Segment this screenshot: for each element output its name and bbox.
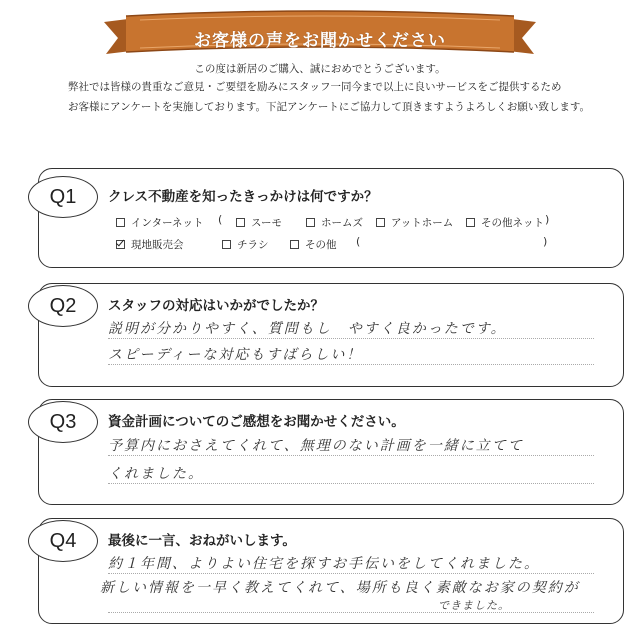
option-label: 現地販売会 bbox=[131, 239, 184, 251]
option-other-net[interactable] bbox=[466, 215, 544, 230]
question-text-q1: クレス不動産を知ったきっかけは何ですか？ bbox=[108, 189, 378, 205]
answer-q3-line2: くれました。 bbox=[108, 466, 204, 482]
option-label: インターネット bbox=[131, 217, 204, 229]
answer-line-divider bbox=[108, 612, 594, 613]
open-paren: ( bbox=[356, 235, 361, 248]
question-text-q2: スタッフの対応はいかがでしたか？ bbox=[108, 298, 324, 314]
checkbox-icon[interactable] bbox=[376, 218, 385, 227]
answer-line-divider bbox=[108, 455, 594, 456]
question-number-q1: Q1 bbox=[28, 176, 98, 218]
question-text-q4: 最後に一言、おねがいします。 bbox=[108, 533, 296, 549]
checkbox-checked-icon[interactable] bbox=[116, 240, 125, 249]
checkbox-icon[interactable] bbox=[306, 218, 315, 227]
answer-q3-line1: 予算内におさえてくれて、無理のない計画を一緒に立てて bbox=[108, 438, 524, 454]
option-flyer[interactable] bbox=[222, 237, 269, 252]
answer-q4-line2: 新しい情報を一早く教えてくれて、場所も良く素敵なお家の契約が bbox=[100, 580, 580, 596]
page-title: お客様の声をお聞かせください bbox=[194, 31, 446, 51]
answer-line-divider bbox=[108, 483, 594, 484]
option-suumo[interactable] bbox=[236, 215, 282, 230]
open-paren: ( bbox=[218, 213, 223, 226]
question-number-q4: Q4 bbox=[28, 520, 98, 562]
close-paren: ) bbox=[543, 235, 548, 248]
option-label: チラシ bbox=[237, 239, 269, 251]
answer-line-divider bbox=[108, 338, 594, 339]
option-homes[interactable] bbox=[306, 215, 363, 230]
checkbox-icon[interactable] bbox=[236, 218, 245, 227]
checkbox-icon[interactable] bbox=[466, 218, 475, 227]
answer-q4-line3: できました。 bbox=[438, 599, 510, 612]
question-text-q3: 資金計画についてのご感想をお聞かせください。 bbox=[108, 414, 405, 430]
option-open-house[interactable] bbox=[116, 237, 184, 252]
checkbox-icon[interactable] bbox=[116, 218, 125, 227]
option-label: ホームズ bbox=[321, 217, 363, 229]
option-other[interactable] bbox=[290, 237, 337, 252]
option-label: その他 bbox=[305, 239, 337, 251]
question-number-q2: Q2 bbox=[28, 285, 98, 327]
intro-text-2: お客様にアンケートを実施しております。下記アンケートにご協力して頂きますようよろしくお願い致します。 bbox=[68, 101, 591, 113]
checkbox-icon[interactable] bbox=[290, 240, 299, 249]
intro-greeting: この度は新居のご購入、誠におめでとうございます。 bbox=[194, 63, 446, 75]
answer-q4-line1: 約１年間、よりよい住宅を探すお手伝いをしてくれました。 bbox=[108, 556, 540, 572]
close-paren: ) bbox=[545, 213, 550, 226]
checkbox-icon[interactable] bbox=[222, 240, 231, 249]
option-label: その他ネット bbox=[481, 217, 544, 229]
option-label: アットホーム bbox=[391, 217, 454, 229]
option-label: スーモ bbox=[251, 217, 282, 229]
intro-text-1: 弊社では皆様の貴重なご意見・ご要望を励みにスタッフ一同今まで以上に良いサービスをご提供するため bbox=[68, 81, 562, 93]
option-internet[interactable] bbox=[116, 215, 204, 230]
option-athome[interactable] bbox=[376, 215, 453, 230]
answer-line-divider bbox=[108, 573, 594, 574]
answer-q2-line2: スピーディーな対応もすばらしい！ bbox=[108, 347, 363, 363]
answer-line-divider bbox=[108, 364, 594, 365]
question-number-q3: Q3 bbox=[28, 401, 98, 443]
answer-q2-line1: 説明が分かりやすく、質問もし やすく良かったです。 bbox=[108, 321, 507, 337]
